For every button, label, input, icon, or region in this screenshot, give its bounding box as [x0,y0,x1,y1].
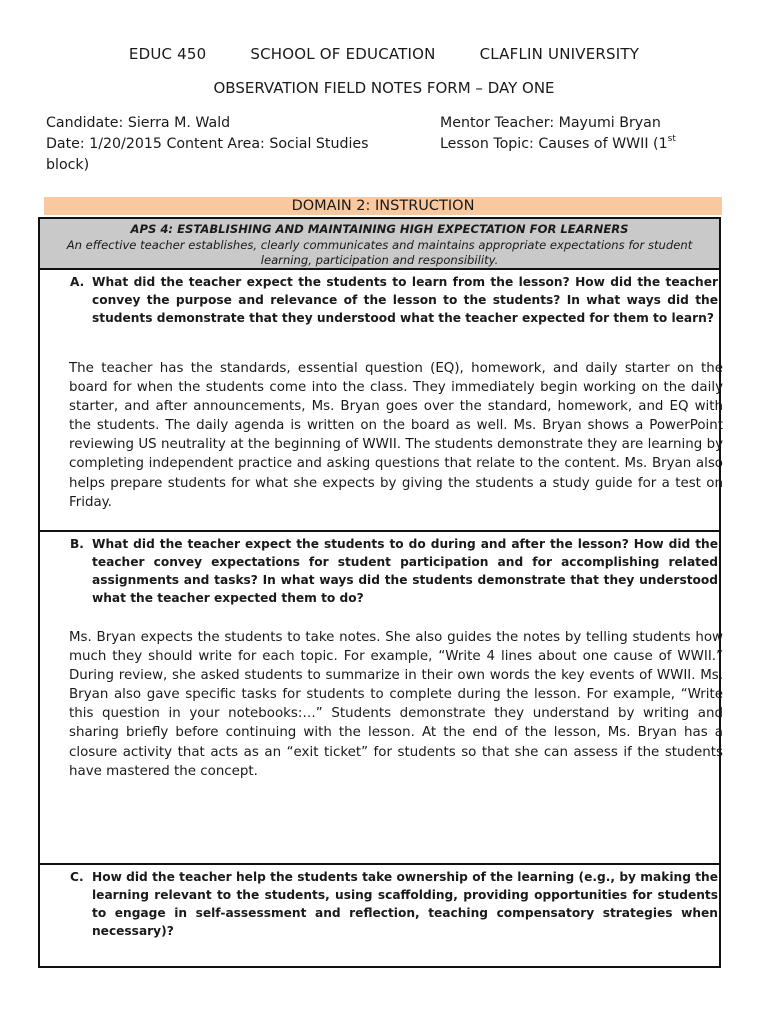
candidate-info [46,113,406,176]
question-text: What did the teacher expect the students to learn from the lesson? How did the teacher convey the purpose and relevance of the lesson to the students? In what ways did the students demonstrate that they understood what the teacher expected for them to learn? [92,275,718,325]
domain-heading: DOMAIN 2: INSTRUCTION [44,197,722,215]
question-text: How did the teacher help the students take ownership of the learning (e.g., by making the learning relevant to the students, using scaffolding, providing opportunities for students to engage in self-assessment and reflection, teaching compensatory strategies when necessary)? [92,870,718,938]
date-content-area: Date: 1/20/2015 Content Area: Social Studies block) [46,136,369,173]
question-b [70,535,718,607]
section-c [40,865,719,966]
question-c [70,868,718,940]
aps-header [40,219,719,270]
aps-description: An effective teacher establishes, clearly communicates and maintains appropriate expectations for student learning, participation and responsibility. [66,237,693,267]
university-name: CLAFLIN UNIVERSITY [479,45,640,63]
answer-b: Ms. Bryan expects the students to take notes. She also guides the notes by telling students how much they should write for each topic. For example, “Write 4 lines about one cause of WWII.” During review, she asked students to summarize in their own words the key events of WWII. Ms. Bryan also gave specific tasks for students to complete during the lesson. For example, “Write this question in your notebooks:…” Students demonstrate they understand by writing and sharing briefly before continuing with the lesson. At the end of the lesson, Ms. Bryan has a closure activity that acts as an “exit ticket” for students so that she can assess if the students have mastered the concept. [69,630,723,779]
question-text: What did the teacher expect the students to do during and after the lesson? How did the teacher convey expectations for student participation and for accomplishing related assignments and tasks? In what ways did the students demonstrate that they understood what the teacher expected them to do? [92,537,718,605]
field-notes-table [38,217,721,968]
course-header [0,45,768,63]
question-a [70,273,718,327]
lesson-topic-text: Lesson Topic: Causes of WWII (1 [440,136,668,152]
candidate-name: Candidate: Sierra M. Wald [46,115,231,131]
mentor-teacher: Mentor Teacher: Mayumi Bryan [440,115,661,131]
lesson-topic [440,134,740,155]
section-a [40,270,723,532]
answer-a: The teacher has the standards, essential question (EQ), homework, and daily starter on the board for when the students come into the class. They immediately begin working on the daily starter, and after announcements, Ms. Bryan goes over the standard, homework, and EQ with the students. The daily agenda is written on the board as well. Ms. Bryan shows a PowerPoint reviewing US neutrality at the beginning of WWII. The students demonstrate they are learning by completing independent practice and asking questions that relate to the content. Ms. Bryan also helps prepare students for what she expects by giving the students a study guide for a test on Friday. [69,361,723,510]
question-letter: C. [70,870,84,884]
mentor-info [440,113,740,155]
school-name: SCHOOL OF EDUCATION [250,45,436,63]
form-title: OBSERVATION FIELD NOTES FORM – DAY ONE [213,79,555,97]
lesson-topic-superscript: st [667,134,676,145]
question-letter: B. [70,537,84,551]
aps-title: APS 4: ESTABLISHING AND MAINTAINING HIGH EXPECTATION FOR LEARNERS [130,222,629,236]
section-b [40,532,723,865]
question-letter: A. [70,275,85,289]
course-code: EDUC 450 [128,45,207,63]
